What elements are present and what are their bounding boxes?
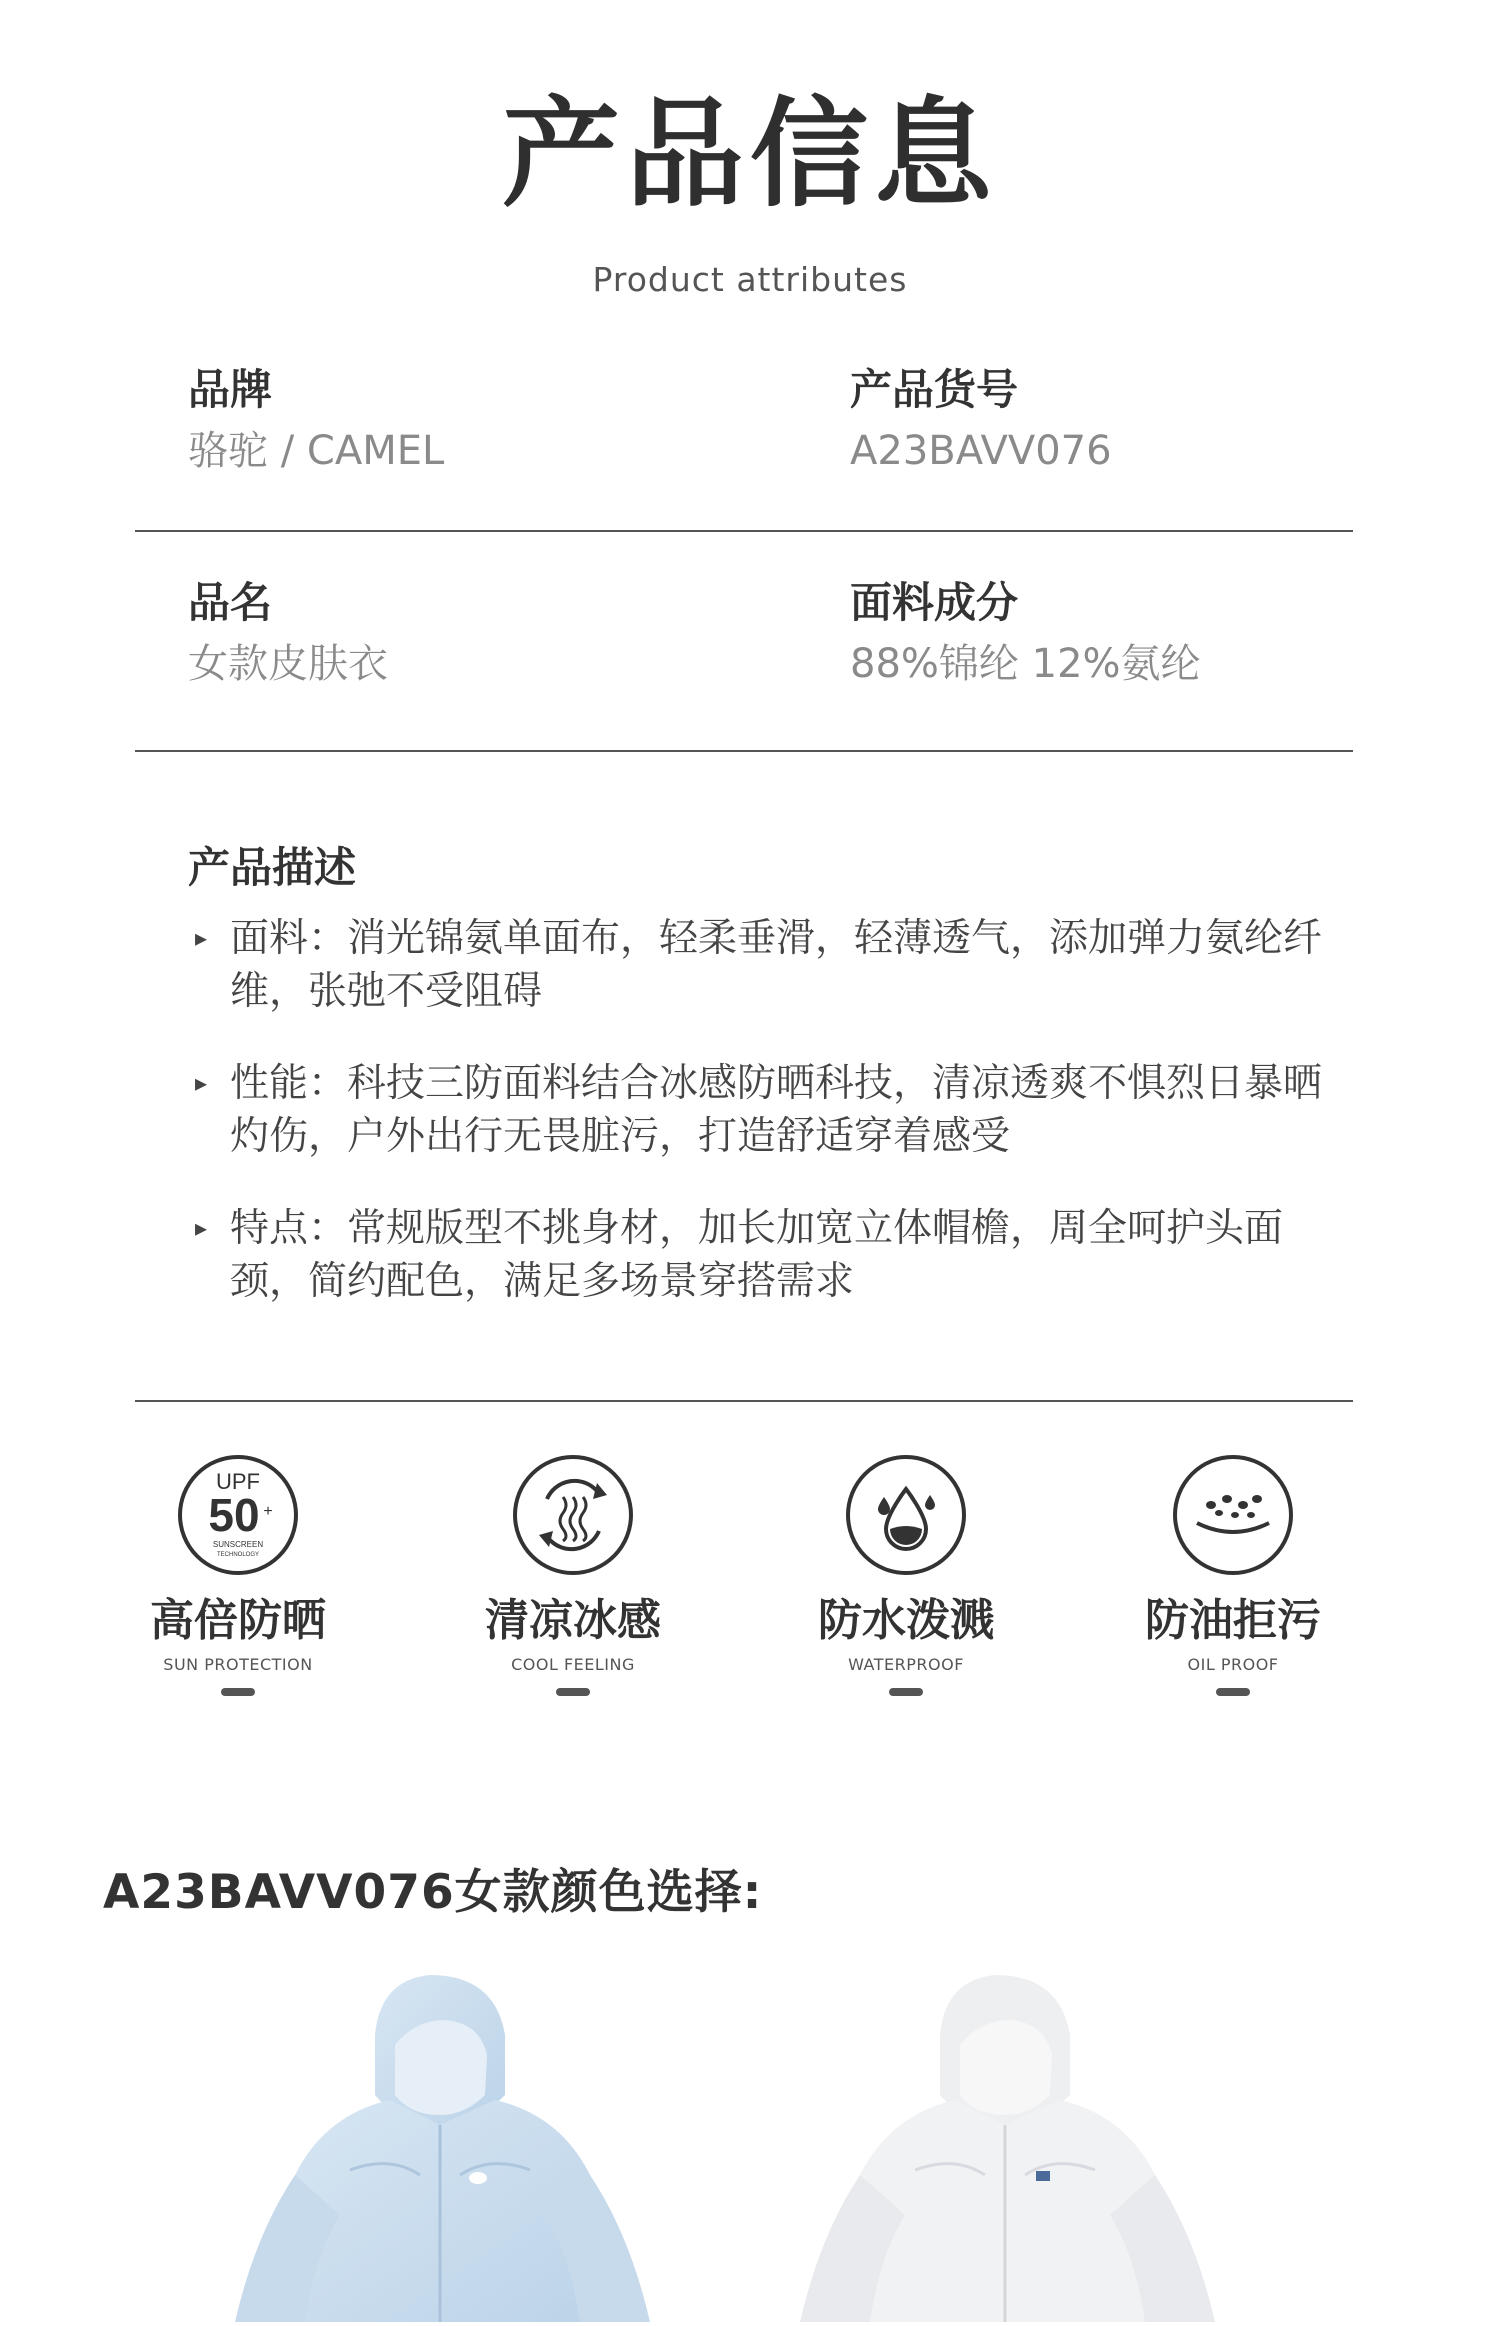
feature-oil-proof [1083,1455,1383,1696]
divider [135,1400,1353,1402]
feature-subtitle: SUN PROTECTION [163,1655,313,1675]
description-text: 面料：消光锦氨单面布，轻柔垂滑，轻薄透气，添加弹力氨纶纤维，张弛不受阻碍 [230,916,1323,1014]
feature-sun-protection [88,1455,388,1696]
badge-number-text: 50 [208,1489,260,1541]
feature-title: 高倍防晒 [150,1595,326,1646]
triangle-bullet-icon: ▸ [195,1214,208,1242]
water-drop-icon [846,1455,966,1575]
attribute-value: 女款皮肤衣 [188,641,388,688]
attribute-label: 产品货号 [850,365,1019,414]
divider [135,530,1353,532]
divider [135,750,1353,752]
description-text: 特点：常规版型不挑身材，加长加宽立体帽檐，周全呵护头面颈，简约配色，满足多场景穿搭需求 [230,1206,1284,1304]
attribute-fabric [850,578,1201,688]
feature-dash [889,1688,923,1696]
description-title: 产品描述 [188,843,357,892]
feature-title: 防油拒污 [1145,1595,1321,1646]
upf50-icon [178,1455,298,1575]
attribute-label: 品牌 [188,365,273,414]
attribute-product-name [188,578,388,688]
triangle-bullet-icon: ▸ [195,1069,208,1097]
cool-icon [513,1455,633,1575]
attribute-brand [188,365,444,475]
color-selection-title: A23BAVV076女款颜色选择: [103,1865,763,1920]
feature-title: 防水泼溅 [818,1595,994,1646]
feature-dash [221,1688,255,1696]
feature-title: 清凉冰感 [485,1595,661,1646]
badge-plus-text: + [263,1503,273,1520]
page-subtitle: Product attributes [592,260,908,299]
attribute-label: 品名 [188,578,273,627]
feature-dash [1216,1688,1250,1696]
description-text: 性能：科技三防面料结合冰感防晒科技，清凉透爽不惧烈日暴晒灼伤，户外出行无畏脏污，打造舒适穿着感受 [230,1061,1323,1159]
description-item [195,912,1325,1018]
feature-waterproof [756,1455,1056,1696]
attribute-label: 面料成分 [850,578,1019,627]
feature-subtitle: OIL PROOF [1187,1655,1279,1675]
jacket-light-blue-image[interactable] [175,1975,695,2322]
attribute-value: A23BAVV076 [850,428,1112,475]
attribute-value: 骆驼 / CAMEL [188,428,445,475]
triangle-bullet-icon: ▸ [195,924,208,952]
description-item [195,1057,1325,1163]
description-item [195,1202,1325,1308]
feature-subtitle: WATERPROOF [848,1655,964,1675]
attribute-value: 88%锦纶 12%氨纶 [850,641,1201,688]
badge-upf-text: UPF [216,1469,260,1494]
feature-subtitle: COOL FEELING [511,1655,635,1675]
page-title: 产品信息 [501,85,998,223]
feature-dash [556,1688,590,1696]
badge-line1-text: SUNSCREEN [212,1540,264,1549]
jacket-white-image[interactable] [800,1975,1320,2322]
badge-line2-text: TECHNOLOGY [216,1552,260,1558]
feature-cool-feeling [423,1455,723,1696]
attribute-sku [850,365,1112,475]
oil-proof-icon [1173,1455,1293,1575]
